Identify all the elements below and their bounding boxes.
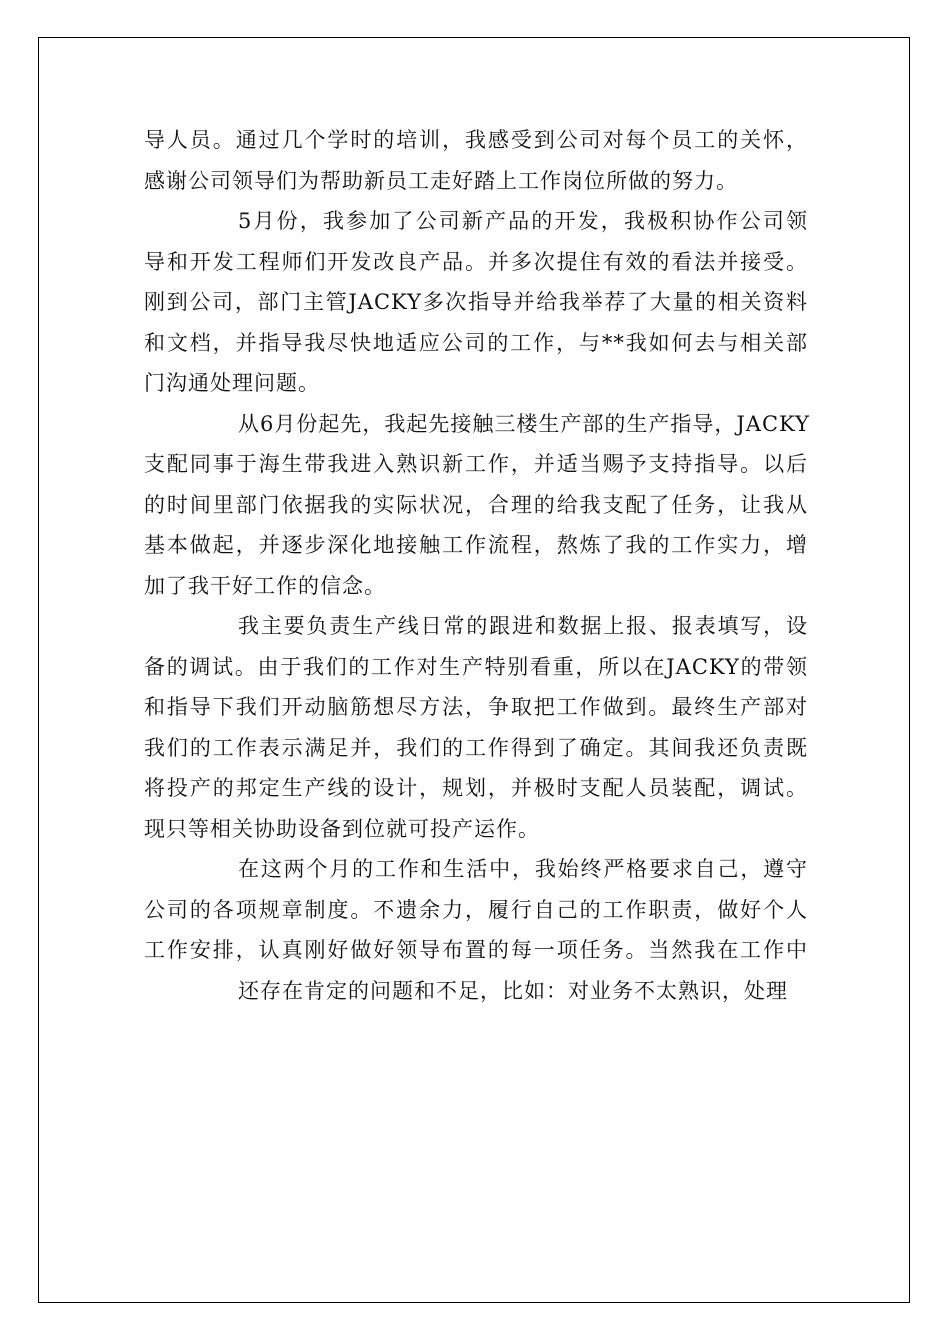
text-line: 感谢公司领导们为帮助新员工走好踏上工作岗位所做的努力。: [144, 168, 738, 193]
paragraph: [144, 971, 808, 1012]
text-line: 从6月份起先，我起先接触三楼生产部的生产指导，JACKY: [238, 411, 810, 436]
text-line: 和指导下我们开动脑筋想尽方法，争取把工作做到。最终生产部对: [144, 695, 808, 719]
text-line: 备的调试。由于我们的工作对生产特别看重，所以在JACKY的带领: [144, 654, 808, 679]
text-line: 工作安排，认真刚好做好领导布置的每一项任务。当然我在工作中: [144, 938, 808, 962]
paragraph: [144, 404, 808, 607]
text-line: 门沟通处理问题。: [144, 371, 320, 395]
text-line: 和文档，并指导我尽快地适应公司的工作，与**我如何去与相关部: [144, 330, 808, 355]
text-line: 现只等相关协助设备到位就可投产运作。: [144, 816, 540, 841]
text-line: 支配同事于海生带我进入熟识新工作，并适当赐予支持指导。以后: [144, 452, 808, 476]
text-line: 导人员。通过几个学时的培训，我感受到公司对每个员工的关怀，: [144, 128, 808, 152]
text-line: 的时间里部门依据我的实际状况，合理的给我支配了任务，让我从: [144, 492, 808, 517]
paragraph: [144, 849, 808, 971]
text-line: 导和开发工程师们开发改良产品。并多次提住有效的看法并接受。: [144, 249, 808, 274]
paragraph: [144, 606, 808, 849]
text-line: 还存在肯定的问题和不足，比如：对业务不太熟识，处理: [238, 978, 788, 1003]
text-line: 将投产的邦定生产线的设计，规划，并极时支配人员装配，调试。: [144, 776, 808, 800]
paragraph: [144, 120, 808, 201]
document-body: [144, 120, 808, 1011]
text-line: 加了我干好工作的信念。: [144, 573, 386, 598]
paragraph: [144, 201, 808, 404]
text-line: 5月份，我参加了公司新产品的开发，我极积协作公司领: [238, 209, 808, 233]
text-line: 刚到公司，部门主管JACKY多次指导并给我举荐了大量的相关资料: [144, 290, 808, 314]
text-line: 基本做起，并逐步深化地接触工作流程，熬炼了我的工作实力，增: [144, 533, 808, 557]
text-line: 在这两个月的工作和生活中，我始终严格要求自己，遵守: [238, 857, 808, 881]
text-line: 我们的工作表示满足并，我们的工作得到了确定。其间我还负责既: [144, 735, 808, 760]
text-line: 我主要负责生产线日常的跟进和数据上报、报表填写，设: [238, 614, 808, 638]
text-line: 公司的各项规章制度。不遗余力，履行自己的工作职责，做好个人: [144, 897, 808, 922]
